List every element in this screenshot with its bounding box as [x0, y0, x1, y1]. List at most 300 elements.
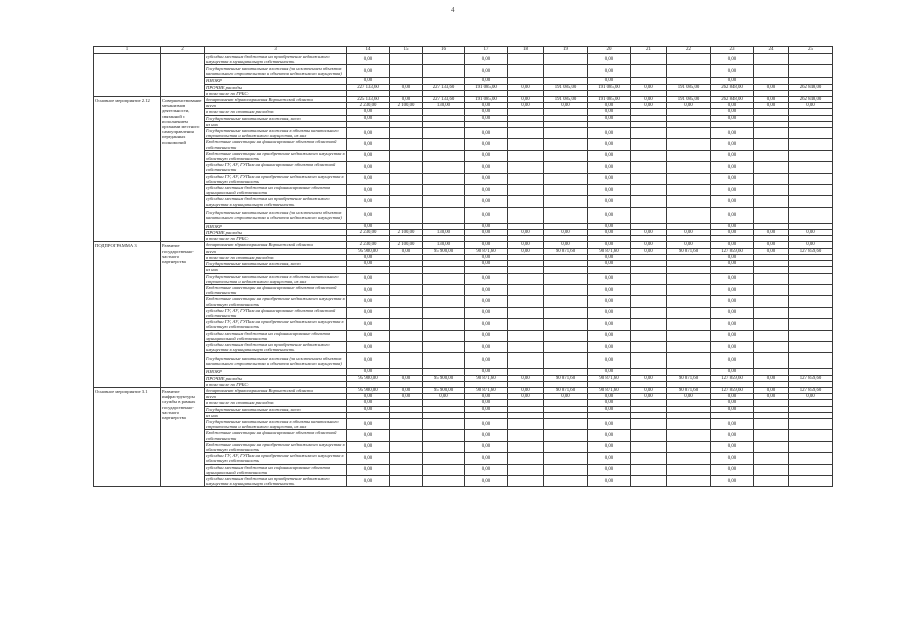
value-cell-col-16 — [423, 296, 465, 307]
value-cell-col-20: 0,00 — [588, 400, 631, 406]
value-cell-col-17: 0,00 — [465, 406, 508, 412]
section-label-cell: Основное мероприятие 3.1 — [94, 387, 161, 486]
value-cell-col-20: 191 085,00 — [588, 97, 631, 103]
table-row — [94, 464, 833, 475]
value-cell-col-19: 0,00 — [544, 394, 588, 400]
table-row — [94, 150, 833, 161]
value-cell-col-24 — [754, 296, 789, 307]
value-cell-col-25 — [789, 319, 833, 330]
value-cell-col-16 — [423, 162, 465, 173]
value-cell-col-16 — [423, 319, 465, 330]
value-cell-col-25 — [789, 173, 833, 184]
value-cell-col-21 — [631, 307, 667, 318]
value-cell-col-18 — [508, 185, 544, 196]
value-cell-col-18 — [508, 273, 544, 284]
value-cell-col-19 — [544, 196, 588, 207]
value-cell-col-21 — [631, 128, 667, 139]
table-row — [94, 441, 833, 452]
value-cell-col-18 — [508, 353, 544, 369]
value-cell-col-14: 0,00 — [347, 353, 390, 369]
expense-description-cell: субсидии ГУ, АУ, ГУПам на финансирование объектов областной собственности — [205, 307, 347, 318]
value-cell-col-18 — [508, 418, 544, 429]
value-cell-col-22 — [667, 150, 711, 161]
value-cell-col-15 — [390, 139, 423, 150]
expense-description-cell: Государственные капитальные вложения, всего — [205, 406, 347, 412]
value-cell-col-18 — [508, 173, 544, 184]
value-cell-col-22 — [667, 418, 711, 429]
value-cell-col-24 — [754, 173, 789, 184]
value-cell-col-16: 227 133,60 — [423, 97, 465, 103]
value-cell-col-24 — [754, 464, 789, 475]
expense-description-cell: субсидии местным бюджетам на приобретение недвижимого имущества в муниципальную собственность — [205, 341, 347, 352]
value-cell-col-15 — [390, 464, 423, 475]
value-cell-col-21 — [631, 150, 667, 161]
value-cell-col-22 — [667, 453, 711, 464]
value-cell-col-20: 0,00 — [588, 369, 631, 375]
expense-description-cell: из них — [205, 267, 347, 273]
value-cell-col-14: 0,00 — [347, 394, 390, 400]
value-cell-col-25 — [789, 341, 833, 352]
value-cell-col-20: 0,00 — [588, 261, 631, 267]
value-cell-col-21: 0,00 — [631, 394, 667, 400]
value-cell-col-20: 0,00 — [588, 341, 631, 352]
expense-description-cell: Государственные капитальные вложения в объекты капитального строительства и недвижимого имущества, из них — [205, 273, 347, 284]
value-cell-col-15 — [390, 207, 423, 223]
value-cell-col-23: 0,00 — [711, 242, 754, 248]
value-cell-col-20: 0,00 — [588, 207, 631, 223]
value-cell-col-17: 0,00 — [465, 196, 508, 207]
table-row — [94, 476, 833, 487]
expense-description-cell: Бюджетные инвестиции на приобретение недвижимого имущества в областную собственность — [206, 441, 345, 452]
value-cell-col-16 — [423, 54, 465, 65]
header-cell: 14 — [347, 47, 390, 54]
value-cell-col-21 — [631, 196, 667, 207]
value-cell-col-25: 0,00 — [789, 394, 833, 400]
value-cell-col-22: 90 871,60 — [667, 375, 711, 381]
value-cell-col-23: 127 859,60 — [711, 248, 754, 254]
value-cell-col-25: 127 859,60 — [789, 248, 833, 254]
value-cell-col-20: 0,00 — [588, 196, 631, 207]
value-cell-col-17: 0,00 — [465, 78, 508, 84]
expense-description-cell: из них — [205, 412, 347, 418]
value-cell-col-15 — [390, 196, 423, 207]
value-cell-col-24 — [754, 207, 789, 223]
value-cell-col-25 — [789, 284, 833, 295]
value-cell-col-20: 0,00 — [588, 307, 631, 318]
value-cell-col-19 — [544, 65, 588, 78]
value-cell-col-17: 90 871,60 — [465, 387, 508, 393]
expense-description-cell: всего — [205, 248, 347, 254]
value-cell-col-14: 95 900,00 — [347, 375, 390, 381]
expense-description-cell: субсидии ГУ, АУ, ГУПам на приобретение недвижимого имущества в областную собственность — [205, 453, 347, 464]
value-cell-col-15 — [390, 476, 423, 487]
value-cell-col-16 — [423, 330, 465, 341]
value-cell-col-23: 0,00 — [711, 353, 754, 369]
value-cell-col-17: 0,00 — [465, 319, 508, 330]
value-cell-col-21: 0,00 — [631, 248, 667, 254]
value-cell-col-22 — [667, 207, 711, 223]
table-row — [94, 307, 833, 318]
value-cell-col-24: 0,00 — [754, 84, 789, 90]
value-cell-col-18 — [508, 453, 544, 464]
value-cell-col-19 — [544, 464, 588, 475]
value-cell-col-14: 0,00 — [347, 453, 390, 464]
header-cell: 15 — [390, 47, 423, 54]
value-cell-col-17: 0,00 — [465, 109, 508, 115]
value-cell-col-21 — [631, 207, 667, 223]
value-cell-col-21 — [631, 341, 667, 352]
value-cell-col-24 — [754, 284, 789, 295]
value-cell-col-19: 90 871,60 — [544, 248, 588, 254]
value-cell-col-21 — [631, 453, 667, 464]
value-cell-col-20: 0,00 — [588, 65, 631, 78]
value-cell-col-14: 0,00 — [347, 400, 390, 406]
value-cell-col-25 — [789, 162, 833, 173]
value-cell-col-24: 0,00 — [754, 97, 789, 103]
expense-description-cell: субсидии местным бюджетам на приобретение недвижимого имущества в муниципальную собственность — [205, 196, 347, 207]
table-row — [94, 453, 833, 464]
value-cell-col-23: 0,00 — [711, 430, 754, 441]
value-cell-col-17: 0,00 — [465, 103, 508, 109]
value-cell-col-15: 2 100,00 — [390, 242, 423, 248]
value-cell-col-25: 0,00 — [789, 230, 833, 236]
value-cell-col-22 — [667, 139, 711, 150]
value-cell-col-24 — [754, 196, 789, 207]
value-cell-col-15 — [390, 319, 423, 330]
value-cell-col-24: 0,00 — [754, 230, 789, 236]
value-cell-col-22 — [667, 185, 711, 196]
value-cell-col-18 — [508, 284, 544, 295]
value-cell-col-19 — [544, 284, 588, 295]
value-cell-col-17: 0,00 — [465, 418, 508, 429]
expense-description-cell: Государственные капитальные вложения, всего — [205, 261, 347, 267]
expense-description-cell: из них — [205, 121, 347, 127]
value-cell-col-14: 0,00 — [347, 185, 390, 196]
value-cell-col-16 — [423, 65, 465, 78]
value-cell-col-20: 0,00 — [588, 242, 631, 248]
expense-description-cell: в том числе по статьям расходов: — [205, 254, 347, 260]
expense-description-cell: Бюджетные инвестиции на приобретение недвижимого имущества в областную собственность — [206, 296, 345, 307]
value-cell-col-19 — [544, 341, 588, 352]
value-cell-col-14: 0,00 — [347, 296, 390, 307]
value-cell-col-25: 262 848,00 — [789, 97, 833, 103]
table-row — [94, 139, 833, 150]
value-cell-col-17: 0,00 — [465, 150, 508, 161]
value-cell-col-25 — [789, 418, 833, 429]
value-cell-col-22 — [667, 65, 711, 78]
value-cell-col-25: 0,00 — [789, 103, 833, 109]
value-cell-col-23: 0,00 — [711, 207, 754, 223]
value-cell-col-22 — [667, 273, 711, 284]
value-cell-col-14: 0,00 — [347, 273, 390, 284]
table-row — [94, 353, 833, 369]
value-cell-col-17: 0,00 — [465, 115, 508, 121]
value-cell-col-15: 0,00 — [390, 387, 423, 393]
expense-description-cell: НИОКР — [205, 369, 347, 375]
value-cell-col-14: 0,00 — [347, 65, 390, 78]
value-cell-col-14: 0,00 — [347, 319, 390, 330]
value-cell-col-18 — [508, 139, 544, 150]
value-cell-col-24: 0,00 — [754, 387, 789, 393]
value-cell-col-22 — [667, 441, 711, 452]
value-cell-col-20: 0,00 — [588, 223, 631, 229]
value-cell-col-14: 0,00 — [347, 476, 390, 487]
value-cell-col-24 — [754, 139, 789, 150]
value-cell-col-19 — [544, 307, 588, 318]
value-cell-col-15 — [390, 284, 423, 295]
value-cell-col-21: 0,00 — [631, 387, 667, 393]
value-cell-col-17: 191 085,00 — [465, 84, 508, 90]
value-cell-col-21 — [631, 162, 667, 173]
value-cell-col-20: 90 871,60 — [588, 248, 631, 254]
value-cell-col-17: 0,00 — [465, 230, 508, 236]
value-cell-col-17: 0,00 — [465, 430, 508, 441]
value-cell-col-18 — [508, 207, 544, 223]
value-cell-col-17: 0,00 — [465, 54, 508, 65]
value-cell-col-20: 0,00 — [588, 78, 631, 84]
value-cell-col-22: 191 085,00 — [667, 84, 711, 90]
value-cell-col-23: 0,00 — [711, 54, 754, 65]
value-cell-col-18 — [508, 128, 544, 139]
value-cell-col-25: 127 859,60 — [789, 387, 833, 393]
value-cell-col-15 — [390, 453, 423, 464]
header-cell: 1 — [94, 47, 161, 54]
header-cell: 25 — [789, 47, 833, 54]
value-cell-col-23: 0,00 — [711, 173, 754, 184]
value-cell-col-15 — [390, 341, 423, 352]
value-cell-col-19: 0,00 — [544, 242, 588, 248]
header-cell: 21 — [631, 47, 667, 54]
value-cell-col-17: 0,00 — [465, 139, 508, 150]
value-cell-col-14: 95 900,00 — [347, 387, 390, 393]
expense-description-cell: субсидии местным бюджетам на приобретение недвижимого имущества в муниципальную собственность — [205, 54, 347, 65]
value-cell-col-15 — [390, 128, 423, 139]
value-cell-col-23: 0,00 — [711, 230, 754, 236]
value-cell-col-17: 0,00 — [465, 353, 508, 369]
value-cell-col-22: 191 085,00 — [667, 97, 711, 103]
value-cell-col-23: 0,00 — [711, 400, 754, 406]
value-cell-col-23: 0,00 — [711, 284, 754, 295]
value-cell-col-23: 0,00 — [711, 476, 754, 487]
value-cell-col-22 — [667, 341, 711, 352]
value-cell-col-14: 0,00 — [347, 418, 390, 429]
value-cell-col-19 — [544, 296, 588, 307]
value-cell-col-21 — [631, 296, 667, 307]
value-cell-col-19 — [544, 207, 588, 223]
value-cell-col-17: 0,00 — [465, 284, 508, 295]
value-cell-col-21: 0,00 — [631, 103, 667, 109]
value-cell-col-14: 2 230,00 — [347, 242, 390, 248]
page-number: 4 — [451, 6, 455, 14]
value-cell-col-23: 0,00 — [711, 261, 754, 267]
value-cell-col-24 — [754, 418, 789, 429]
value-cell-col-16 — [423, 284, 465, 295]
value-cell-col-19 — [544, 128, 588, 139]
value-cell-col-20: 90 871,60 — [588, 375, 631, 381]
value-cell-col-16 — [423, 476, 465, 487]
value-cell-col-20: 0,00 — [588, 406, 631, 412]
value-cell-col-21 — [631, 65, 667, 78]
table-row — [94, 65, 833, 78]
value-cell-col-25: 0,00 — [789, 242, 833, 248]
value-cell-col-23: 0,00 — [711, 394, 754, 400]
value-cell-col-18 — [508, 196, 544, 207]
value-cell-col-21 — [631, 464, 667, 475]
value-cell-col-17: 0,00 — [465, 254, 508, 260]
value-cell-col-22 — [667, 196, 711, 207]
value-cell-col-14: 0,00 — [347, 223, 390, 229]
value-cell-col-25 — [789, 430, 833, 441]
value-cell-col-20: 0,00 — [588, 139, 631, 150]
table-row — [94, 173, 833, 184]
value-cell-col-15 — [390, 54, 423, 65]
value-cell-col-20: 0,00 — [588, 430, 631, 441]
value-cell-col-15 — [390, 296, 423, 307]
value-cell-col-24 — [754, 307, 789, 318]
value-cell-col-17: 90 871,60 — [465, 248, 508, 254]
value-cell-col-24: 0,00 — [754, 248, 789, 254]
value-cell-col-25 — [789, 453, 833, 464]
value-cell-col-20: 0,00 — [588, 418, 631, 429]
value-cell-col-15 — [390, 307, 423, 318]
value-cell-col-17: 0,00 — [465, 394, 508, 400]
value-cell-col-19: 0,00 — [544, 103, 588, 109]
value-cell-col-16 — [423, 185, 465, 196]
value-cell-col-23: 0,00 — [711, 441, 754, 452]
value-cell-col-14: 0,00 — [347, 115, 390, 121]
value-cell-col-24 — [754, 330, 789, 341]
value-cell-col-21 — [631, 418, 667, 429]
value-cell-col-15: 0,00 — [390, 394, 423, 400]
value-cell-col-17: 0,00 — [465, 261, 508, 267]
value-cell-col-21: 0,00 — [631, 84, 667, 90]
value-cell-col-17: 0,00 — [465, 400, 508, 406]
header-cell: 23 — [711, 47, 754, 54]
value-cell-col-16: 130,00 — [423, 103, 465, 109]
value-cell-col-19 — [544, 54, 588, 65]
value-cell-col-21 — [631, 173, 667, 184]
value-cell-col-24 — [754, 453, 789, 464]
value-cell-col-14: 227 133,60 — [347, 84, 390, 90]
section-program-cell: Развитие государственно-частного партнерства — [161, 242, 205, 387]
value-cell-col-15: 0,00 — [390, 97, 423, 103]
expense-description-cell: департамент здравоохранения Воронежской области — [205, 387, 347, 393]
value-cell-col-18: 0,00 — [508, 97, 544, 103]
header-cell: 20 — [588, 47, 631, 54]
value-cell-col-23: 0,00 — [711, 369, 754, 375]
value-cell-col-20: 0,00 — [588, 453, 631, 464]
value-cell-col-24: 0,00 — [754, 103, 789, 109]
value-cell-col-15 — [390, 353, 423, 369]
value-cell-col-16 — [423, 464, 465, 475]
value-cell-col-16 — [423, 173, 465, 184]
value-cell-col-14: 0,00 — [347, 196, 390, 207]
value-cell-col-25 — [789, 476, 833, 487]
expense-description-cell: департамент здравоохранения Воронежской области — [205, 97, 347, 103]
value-cell-col-17: 0,00 — [465, 369, 508, 375]
value-cell-col-17: 0,00 — [465, 185, 508, 196]
value-cell-col-22 — [667, 173, 711, 184]
value-cell-col-16: 95 900,00 — [423, 387, 465, 393]
value-cell-col-19: 90 871,60 — [544, 387, 588, 393]
section-program-cell: Развитие инфраструктуры службы в рамках государственно-частного партнерства — [161, 387, 205, 486]
value-cell-col-17: 191 085,00 — [465, 97, 508, 103]
value-cell-col-18: 0,00 — [508, 84, 544, 90]
value-cell-col-24 — [754, 476, 789, 487]
expense-description-cell: в том числе по ГРБС: — [205, 236, 347, 242]
value-cell-col-18: 0,00 — [508, 248, 544, 254]
value-cell-col-16 — [423, 307, 465, 318]
expense-description-cell: всего — [205, 394, 347, 400]
table-row — [94, 196, 833, 207]
value-cell-col-23: 127 859,60 — [711, 375, 754, 381]
value-cell-col-18 — [508, 150, 544, 161]
value-cell-col-21 — [631, 185, 667, 196]
value-cell-col-23: 127 859,60 — [711, 387, 754, 393]
value-cell-col-16 — [423, 353, 465, 369]
expense-description-cell: Государственные капитальные вложения в объекты капитального строительства и недвижимого имущества, из них — [205, 128, 347, 139]
value-cell-col-20: 90 871,60 — [588, 387, 631, 393]
value-cell-col-22 — [667, 330, 711, 341]
value-cell-col-21 — [631, 441, 667, 452]
value-cell-col-20: 191 085,00 — [588, 84, 631, 90]
value-cell-col-19 — [544, 162, 588, 173]
expense-description-cell: в том числе по ГРБС: — [205, 381, 347, 387]
value-cell-col-18: 0,00 — [508, 103, 544, 109]
value-cell-col-17: 0,00 — [465, 341, 508, 352]
budget-table — [93, 46, 833, 487]
value-cell-col-21 — [631, 54, 667, 65]
header-cell: 19 — [544, 47, 588, 54]
table-row — [94, 207, 833, 223]
value-cell-col-17: 0,00 — [465, 65, 508, 78]
value-cell-col-22 — [667, 296, 711, 307]
value-cell-col-15: 2 100,00 — [390, 230, 423, 236]
value-cell-col-20: 0,00 — [588, 394, 631, 400]
value-cell-col-14: 2 230,00 — [347, 230, 390, 236]
value-cell-col-18: 0,00 — [508, 387, 544, 393]
table-row — [94, 341, 833, 352]
value-cell-col-23: 0,00 — [711, 103, 754, 109]
value-cell-col-14: 0,00 — [347, 254, 390, 260]
value-cell-col-20: 0,00 — [588, 441, 631, 452]
value-cell-col-21: 0,00 — [631, 230, 667, 236]
value-cell-col-25 — [789, 464, 833, 475]
value-cell-col-23: 0,00 — [711, 196, 754, 207]
value-cell-col-24: 0,00 — [754, 242, 789, 248]
value-cell-col-17: 0,00 — [465, 464, 508, 475]
value-cell-col-25 — [789, 273, 833, 284]
expense-description-cell: в том числе по статьям расходов: — [205, 109, 347, 115]
value-cell-col-16 — [423, 150, 465, 161]
budget-table-wrapper — [93, 46, 822, 487]
value-cell-col-18 — [508, 65, 544, 78]
header-cell: 24 — [754, 47, 789, 54]
value-cell-col-14: 0,00 — [347, 341, 390, 352]
value-cell-col-23: 262 848,00 — [711, 97, 754, 103]
value-cell-col-22 — [667, 430, 711, 441]
value-cell-col-15 — [390, 173, 423, 184]
value-cell-col-18 — [508, 464, 544, 475]
value-cell-col-25 — [789, 65, 833, 78]
expense-description-cell: субсидии местным бюджетам на софинансирование объектов муниципальной собственности — [205, 464, 347, 475]
value-cell-col-23: 0,00 — [711, 78, 754, 84]
value-cell-col-20: 0,00 — [588, 173, 631, 184]
value-cell-col-14: 0,00 — [347, 261, 390, 267]
value-cell-col-16 — [423, 418, 465, 429]
value-cell-col-14: 2 230,00 — [347, 103, 390, 109]
value-cell-col-19 — [544, 319, 588, 330]
